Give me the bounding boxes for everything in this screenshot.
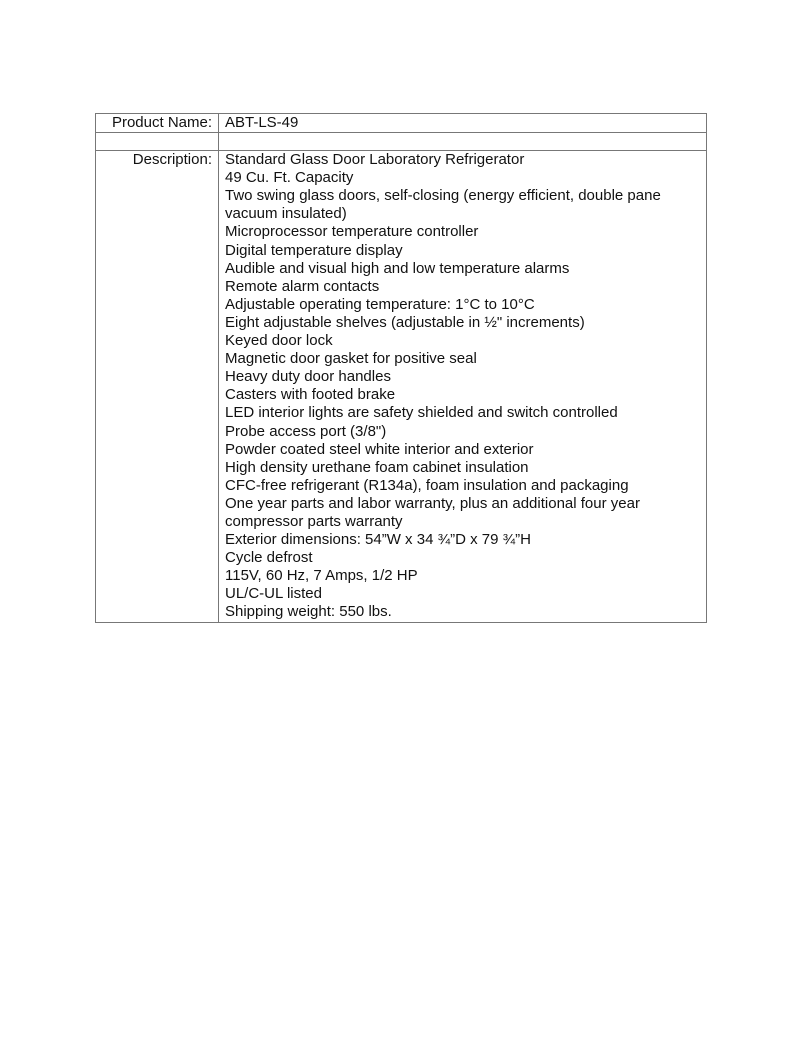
description-label: Description:: [96, 151, 219, 622]
description-item: LED interior lights are safety shielded and switch controlled: [225, 404, 618, 422]
description-item: Magnetic door gasket for positive seal: [225, 350, 477, 368]
description-item: One year parts and labor warranty, plus an additional four year compressor parts warranty: [225, 494, 640, 530]
description-item: UL/C-UL listed: [225, 585, 322, 603]
description-item: Keyed door lock: [225, 332, 333, 350]
description-item: Casters with footed brake: [225, 386, 396, 404]
spacer-cell: [219, 133, 707, 151]
product-name-row: [96, 114, 707, 133]
spacer-row: [96, 133, 707, 151]
description-item: Probe access port (3/8"): [225, 422, 387, 440]
spacer-cell: [96, 133, 219, 151]
description-item: 49 Cu. Ft. Capacity: [225, 169, 354, 187]
description-item: Heavy duty door handles: [225, 368, 391, 386]
description-item: Microprocessor temperature controller: [225, 223, 479, 241]
description-item: Audible and visual high and low temperature alarms: [225, 259, 570, 277]
description-item: Cycle defrost: [225, 549, 313, 567]
description-item: Remote alarm contacts: [225, 277, 380, 295]
description-item: Shipping weight: 550 lbs.: [225, 603, 392, 621]
description-item: Eight adjustable shelves (adjustable in ½" increments): [225, 313, 585, 331]
description-item: CFC-free refrigerant (R134a), foam insulation and packaging: [225, 476, 629, 494]
description-item: Digital temperature display: [225, 241, 403, 259]
product-name-value: ABT-LS-49: [219, 114, 707, 133]
product-name-label: Product Name:: [96, 114, 219, 133]
description-item: Powder coated steel white interior and exterior: [225, 440, 534, 458]
description-list: [219, 151, 707, 622]
description-item: Standard Glass Door Laboratory Refrigerator: [225, 151, 525, 169]
description-row: [96, 151, 707, 622]
description-item: Adjustable operating temperature: 1°C to 10°C: [225, 295, 535, 313]
description-item: Two swing glass doors, self-closing (energy efficient, double pane vacuum insulated): [225, 187, 661, 223]
description-item: Exterior dimensions: 54”W x 34 ¾”D x 79 ¾”H: [225, 531, 531, 549]
product-spec-table: [95, 113, 707, 623]
description-item: 115V, 60 Hz, 7 Amps, 1/2 HP: [225, 567, 418, 585]
description-item: High density urethane foam cabinet insulation: [225, 458, 529, 476]
